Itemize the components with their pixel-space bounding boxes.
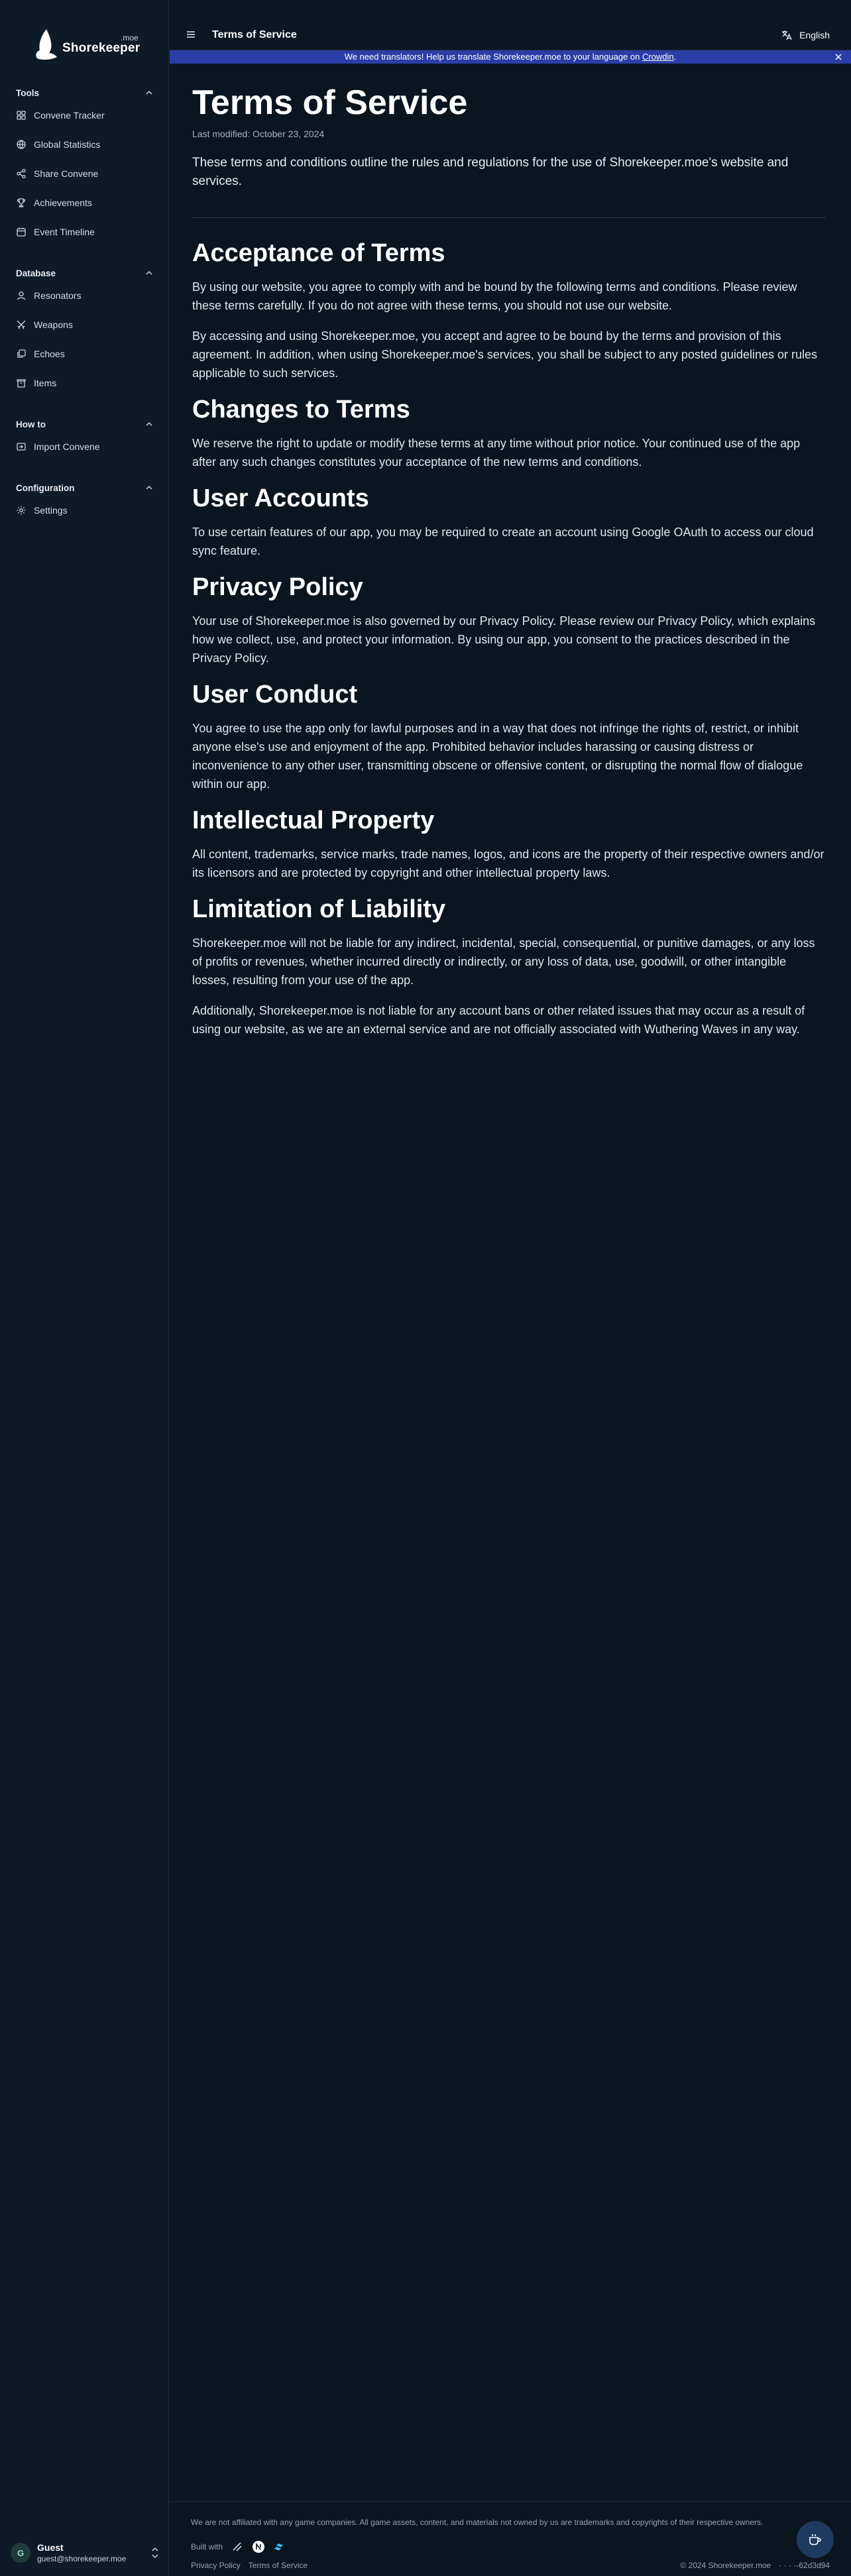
nav-group-header[interactable]	[0, 416, 169, 432]
avatar: G	[11, 2543, 30, 2563]
shadcn-icon[interactable]	[231, 2540, 244, 2553]
globe-icon	[16, 139, 27, 150]
sidebar-item-items[interactable]	[16, 368, 169, 398]
sidebar-item-achievements[interactable]	[16, 188, 169, 217]
section-paragraph: Additionally, Shorekeeper.moe is not liable for any account bans or other related issues that may occur as a result of using our website, as we are an external service and are not officially associated with Wuthering Waves in any way.	[192, 1004, 805, 1036]
sidebar-item-label: Convene Tracker	[34, 110, 105, 121]
chevrons-up-down-icon	[150, 2547, 160, 2559]
user-name: Guest	[37, 2542, 64, 2553]
grid-icon	[16, 110, 27, 121]
user-icon	[16, 290, 27, 301]
built-with	[191, 2540, 286, 2553]
chevron-up-icon	[145, 269, 153, 277]
trophy-icon	[16, 197, 27, 208]
section-heading: Changes to Terms	[192, 396, 410, 423]
close-icon[interactable]	[834, 52, 843, 62]
section-privacy-policy	[192, 572, 826, 667]
brand-logo[interactable]	[34, 25, 141, 65]
built-with-label: Built with	[191, 2542, 223, 2551]
sidebar-item-label: Items	[34, 378, 57, 388]
section-limitation-of-liability	[192, 894, 826, 1038]
tailwind-icon[interactable]	[273, 2540, 286, 2553]
sidebar-item-label: Event Timeline	[34, 227, 95, 237]
section-intellectual-property	[192, 805, 826, 882]
sidebar-item-label: Share Convene	[34, 168, 99, 179]
swords-icon	[16, 319, 27, 330]
brand-name: Shorekeeper	[62, 41, 141, 55]
gear-icon	[16, 505, 27, 516]
banner-end: .	[673, 52, 677, 62]
sidebar-item-import-convene[interactable]	[16, 432, 169, 461]
nav-group-title: Database	[16, 268, 56, 278]
section-paragraph: Your use of Shorekeeper.moe is also governed by our Privacy Policy. Please review our Privacy Policy, which explains how we collect, use, and protect your information. By using our app, you consent to the practices described in the Privacy Policy.	[192, 614, 816, 665]
section-heading: User Conduct	[192, 681, 358, 708]
sidebar-item-label: Resonators	[34, 290, 82, 301]
user-menu[interactable]	[11, 2537, 160, 2569]
banner-text: We need translators! Help us translate Shorekeeper.moe to your language on	[344, 52, 642, 62]
section-heading: Acceptance of Terms	[192, 239, 445, 267]
sidebar-item-event-timeline[interactable]	[16, 217, 169, 247]
sidebar-item-echoes[interactable]	[16, 339, 169, 368]
import-icon	[16, 441, 27, 452]
shorekeeper-logo-icon	[34, 28, 60, 61]
page-title: Terms of Service	[192, 84, 468, 122]
chevron-up-icon	[145, 484, 153, 492]
sidebar-item-settings[interactable]	[16, 496, 169, 525]
sidebar-toggle-icon[interactable]	[186, 29, 196, 40]
sidebar-item-weapons[interactable]	[16, 310, 169, 339]
section-heading: Limitation of Liability	[192, 895, 446, 923]
section-paragraph: You agree to use the app only for lawful purposes and in a way that does not infringe the rights of, restrict, or inhibit anyone else's use and enjoyment of the app. Prohibited behavior includes harassing or causing distress or inconvenience to any other user, transmitting obscene or offensive content, or disrupting the normal flow of dialogue within our app.	[192, 722, 803, 791]
section-paragraph: To use certain features of our app, you may be required to create an account using Google OAuth to access our cloud sync feature.	[192, 526, 814, 557]
section-heading: Intellectual Property	[192, 807, 435, 834]
nav-group-configuration	[0, 480, 169, 525]
terms-article	[192, 84, 826, 1050]
coffee-cup-icon	[807, 2532, 823, 2548]
terms-of-service-link[interactable]: Terms of Service	[248, 2561, 308, 2570]
language-label: English	[799, 30, 830, 40]
section-user-accounts	[192, 483, 826, 560]
sidebar-item-label: Weapons	[34, 319, 73, 330]
user-info	[37, 2542, 150, 2563]
section-heading: Privacy Policy	[192, 573, 363, 601]
section-changes-to-terms	[192, 394, 826, 471]
user-email: guest@shorekeeper.moe	[37, 2554, 127, 2563]
sidebar-item-label: Settings	[34, 505, 68, 516]
nav-group-title: Configuration	[16, 482, 75, 493]
section-paragraph: By accessing and using Shorekeeper.moe, you accept and agree to be bound by the terms and provision of this agreement. In addition, when using Shorekeeper.moe's services, you shall be subject to any posted guidelines or rules applicable to such services.	[192, 329, 817, 380]
sidebar-item-label: Echoes	[34, 349, 65, 359]
sidebar-item-label: Achievements	[34, 197, 92, 208]
nav-group-how-to	[0, 416, 169, 461]
sidebar-item-convene-tracker[interactable]	[16, 101, 169, 130]
sidebar-item-resonators[interactable]	[16, 281, 169, 310]
share-icon	[16, 168, 27, 179]
privacy-policy-link[interactable]: Privacy Policy	[191, 2561, 241, 2570]
footer-disclaimer: We are not affiliated with any game companies. All game assets, content, and materials not owned by us are trademarks and copyrights of their respective owners.	[191, 2518, 764, 2527]
nav-group-header[interactable]	[0, 85, 169, 101]
footer-links	[191, 2561, 308, 2570]
nav-group-header[interactable]	[0, 480, 169, 496]
sidebar	[0, 0, 169, 2576]
sidebar-item-label: Import Convene	[34, 441, 100, 452]
nav-group-tools	[0, 85, 169, 247]
sidebar-item-share-convene[interactable]	[16, 159, 169, 188]
section-paragraph: By using our website, you agree to comply with and be bound by the following terms and conditions. Please review these terms carefully. If you do not agree with these terms, you should not use our website.	[192, 280, 797, 312]
nextjs-icon[interactable]	[252, 2540, 265, 2553]
sidebar-item-global-statistics[interactable]	[16, 130, 169, 159]
translator-banner	[170, 50, 851, 64]
section-paragraph: We reserve the right to update or modify these terms at any time without prior notice. Your continued use of the app after any such changes constitutes your acceptance of the new terms and conditions.	[192, 437, 801, 469]
top-bar	[170, 0, 851, 50]
nav-group-database	[0, 265, 169, 398]
copyright	[680, 2561, 830, 2570]
crowdin-link[interactable]: Crowdin	[642, 52, 674, 62]
calendar-icon	[16, 227, 27, 237]
section-paragraph: Shorekeeper.moe will not be liable for any indirect, incidental, special, consequential, or punitive damages, or any loss of profits or revenues, whether incurred directly or indirectly, or any loss of data, use, goodwill, or other intangible losses, resulting from your use of the app.	[192, 936, 815, 987]
divider	[192, 217, 826, 218]
section-acceptance-of-terms	[192, 238, 826, 382]
footer	[170, 2501, 851, 2576]
page-header-title: Terms of Service	[212, 29, 297, 40]
section-paragraph: All content, trademarks, service marks, trade names, logos, and icons are the property of their respective owners and/or its licensors and are protected by copyright and other intellectual property laws.	[192, 848, 824, 879]
nav-group-header[interactable]	[0, 265, 169, 281]
section-user-conduct	[192, 679, 826, 793]
chevron-up-icon	[145, 420, 153, 428]
language-switcher[interactable]	[781, 29, 830, 41]
version-hash: · · · ·-62d3d94	[779, 2561, 830, 2570]
support-coffee-button[interactable]	[797, 2521, 834, 2558]
sidebar-item-label: Global Statistics	[34, 139, 101, 150]
layers-icon	[16, 349, 27, 359]
nav-group-title: Tools	[16, 87, 39, 98]
last-modified: Last modified: October 23, 2024	[192, 129, 325, 139]
section-heading: User Accounts	[192, 484, 369, 512]
translate-icon	[781, 29, 793, 41]
chevron-up-icon	[145, 89, 153, 97]
copyright-text: © 2024 Shorekeeper.moe	[680, 2561, 771, 2570]
nav-group-title: How to	[16, 419, 46, 429]
intro-text: These terms and conditions outline the rules and regulations for the use of Shorekeeper.moe's website and services.	[192, 156, 789, 188]
box-icon	[16, 378, 27, 388]
brand-suffix: .moe	[121, 33, 139, 42]
